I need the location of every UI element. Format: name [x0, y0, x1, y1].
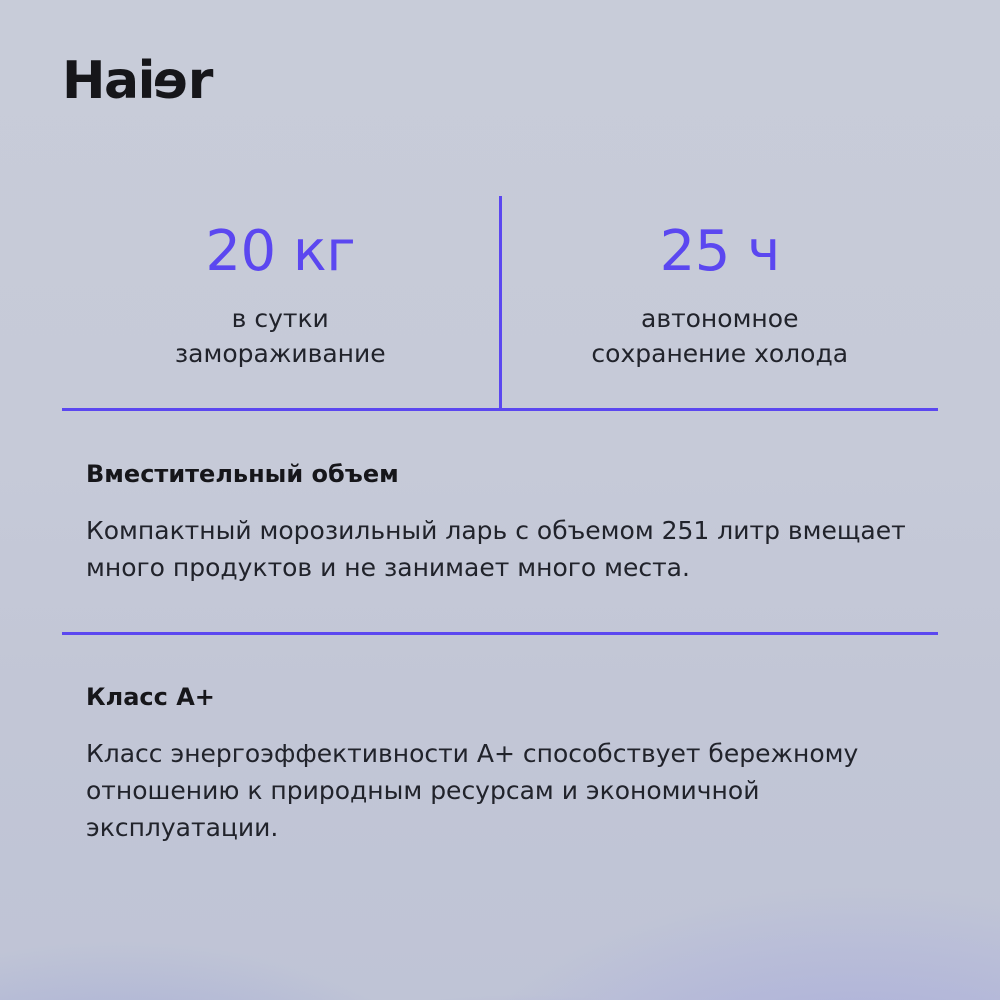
stat-value: 25 ч — [659, 219, 780, 284]
stat-caption-line1: в сутки — [231, 304, 329, 333]
horizontal-divider-middle — [62, 632, 938, 635]
stat-cold-retention — [502, 196, 939, 410]
stat-caption-line2: замораживание — [174, 338, 386, 368]
section-title: Вместительный объем — [86, 460, 399, 488]
haier-logo — [62, 51, 212, 111]
section-body: Компактный морозильный ларь с объемом 251 литр вмещает много продуктов и не занимает много места. — [86, 515, 906, 582]
stat-value: 20 кг — [205, 219, 356, 284]
stat-caption-line2: сохранение холода — [591, 338, 849, 368]
stat-caption — [591, 302, 848, 371]
feature-section-capacity — [86, 460, 938, 586]
brand-name-part1: Hai — [62, 51, 154, 111]
section-title: Класс А+ — [86, 683, 215, 711]
feature-section-energy-class — [86, 683, 938, 846]
brand-name-flipped-e: e — [153, 51, 188, 111]
stat-freezing-capacity — [62, 196, 499, 410]
section-body: Класс энергоэффективности А+ способствует бережному отношению к природным ресурсам и экономичной эксплуатации. — [86, 738, 859, 842]
stat-caption — [175, 302, 386, 371]
brand-name-part2: r — [187, 51, 212, 111]
stat-caption-line1: автономное — [641, 304, 799, 333]
horizontal-divider-top — [62, 408, 938, 411]
stats-row — [62, 196, 938, 410]
